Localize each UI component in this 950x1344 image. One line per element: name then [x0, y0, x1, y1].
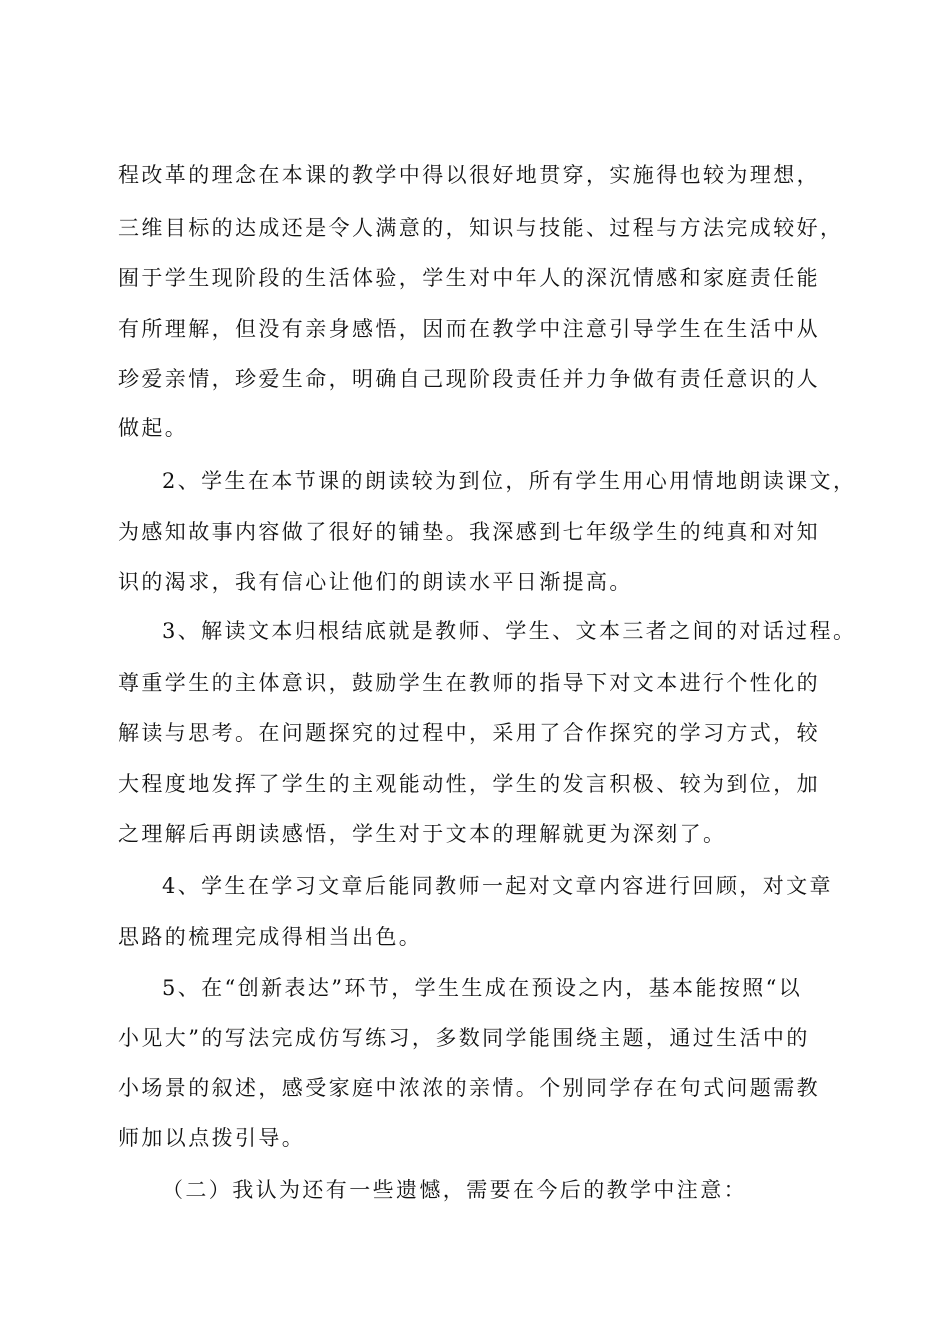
text-line: 为感知故事内容做了很好的铺垫。我深感到七年级学生的纯真和对知	[118, 520, 820, 544]
text-line: 思路的梳理完成得相当出色。	[118, 925, 423, 949]
text-line: 师加以点拨引导。	[118, 1126, 306, 1150]
text-line: 做起。	[118, 416, 189, 440]
text-line: 尊重学生的主体意识，鼓励学生在教师的指导下对文本进行个性化的	[118, 671, 820, 695]
text-line: 识的渴求，我有信心让他们的朗读水平日渐提高。	[118, 570, 633, 594]
text-line: 有所理解，但没有亲身感悟，因而在教学中注意引导学生在生活中从	[118, 317, 820, 341]
paragraph-first-line: 3、解读文本归根结底就是教师、学生、文本三者之间的对话过程。	[162, 619, 857, 643]
text-line: 小场景的叙述，感受家庭中浓浓的亲情。个别同学存在句式问题需教	[118, 1076, 820, 1100]
text-line: 解读与思考。在问题探究的过程中，采用了合作探究的学习方式，较	[118, 721, 820, 745]
text-line: 三维目标的达成还是令人满意的，知识与技能、过程与方法完成较好，	[118, 216, 844, 240]
text-line: 小见大”的写法完成仿写练习，多数同学能围绕主题，通过生活中的	[118, 1026, 810, 1050]
section-heading: （二）我认为还有一些遗憾，需要在今后的教学中注意：	[162, 1178, 747, 1202]
text-line: 囿于学生现阶段的生活体验，学生对中年人的深沉情感和家庭责任能	[118, 266, 820, 290]
text-line: 大程度地发挥了学生的主观能动性，学生的发言积极、较为到位，加	[118, 772, 820, 796]
text-line: 之理解后再朗读感悟，学生对于文本的理解就更为深刻了。	[118, 822, 727, 846]
text-line: 珍爱亲情，珍爱生命，明确自己现阶段责任并力争做有责任意识的人	[118, 367, 820, 391]
text-line: 程改革的理念在本课的教学中得以很好地贯穿，实施得也较为理想，	[118, 163, 820, 187]
paragraph-first-line: 4、学生在学习文章后能同教师一起对文章内容进行回顾，对文章	[162, 874, 833, 898]
paragraph-first-line: 2、学生在本节课的朗读较为到位，所有学生用心用情地朗读课文，	[162, 469, 857, 493]
paragraph-first-line: 5、在“创新表达”环节，学生生成在预设之内，基本能按照“以	[162, 976, 803, 1000]
